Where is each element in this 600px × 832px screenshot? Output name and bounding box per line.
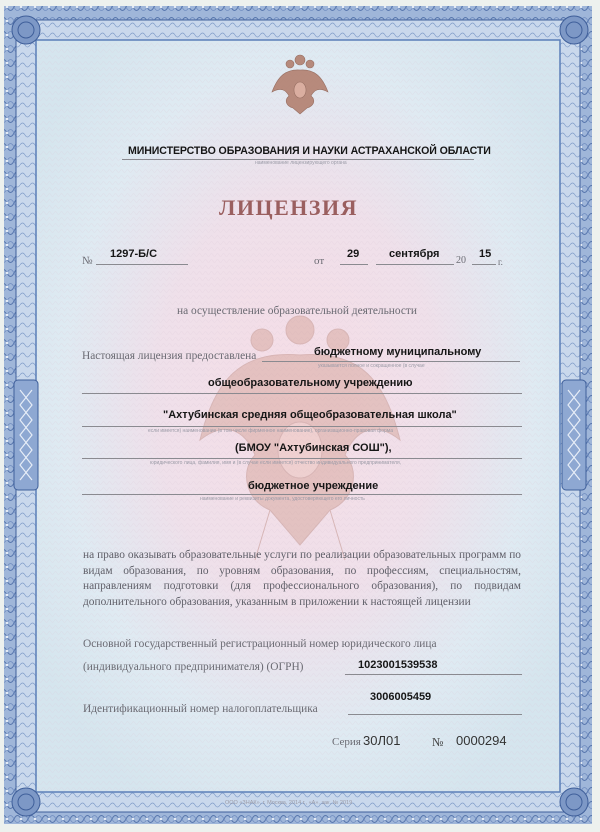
- day-underline: [340, 264, 368, 265]
- month-underline: [376, 264, 454, 265]
- date-month: сентября: [389, 248, 440, 260]
- ogrn-label-2: (индивидуального предпринимателя) (ОГРН): [83, 661, 304, 673]
- blank-number-prefix: №: [432, 735, 444, 749]
- date-year-suffix: г.: [498, 257, 503, 267]
- org-hint-4: юридического лица, фамилия, имя и (в случае если имеется) отчество индивидуального предпринимателя,: [150, 460, 402, 466]
- inn-underline: [348, 714, 522, 715]
- org-hint-1: указывается полное и сокращенное (в случае: [318, 363, 425, 369]
- inn-label: Идентификационный номер налогоплательщика: [83, 703, 318, 715]
- ministry-hint: наименование лицензирующего органа: [255, 160, 347, 166]
- year-underline: [472, 264, 496, 265]
- number-underline: [96, 264, 188, 265]
- issued-to-label: Настоящая лицензия предоставлена: [82, 350, 257, 362]
- org-line-3: "Ахтубинская средняя общеобразовательная школа": [163, 409, 457, 421]
- number-prefix: №: [82, 255, 93, 267]
- inn-value: 3006005459: [370, 691, 432, 703]
- org-line-2: общеобразовательному учреждению: [208, 377, 413, 389]
- activity-text: на осуществление образовательной деятельности: [177, 305, 417, 317]
- ministry-name: МИНИСТЕРСТВО ОБРАЗОВАНИЯ И НАУКИ АСТРАХАНСКОЙ ОБЛАСТИ: [128, 145, 491, 157]
- document-title: ЛИЦЕНЗИЯ: [219, 195, 359, 220]
- date-year-prefix: 20: [456, 255, 466, 266]
- ogrn-value: 1023001539538: [358, 659, 438, 671]
- org-form-underline: [82, 494, 522, 495]
- org-short-underline: [82, 458, 522, 459]
- rights-paragraph: на право оказывать образовательные услуги по реализации образовательных программ по видам образования, по уровням образования, по профессиям, специальностям, направлениям подготовки (для профессионального образования), по подвидам дополнительного образования, указанным в приложении к настоящей лицензии: [83, 549, 521, 608]
- date-year: 15: [479, 248, 492, 260]
- ogrn-underline: [345, 674, 522, 675]
- org-line-3-underline: [82, 426, 522, 427]
- series-label: Серия: [332, 736, 361, 748]
- ogrn-label-1: Основной государственный регистрационный номер юридического лица: [83, 638, 437, 650]
- org-hint-3: если имеется) наименование (в том числе фирменное наименование), организационно-правовая форма: [148, 428, 393, 434]
- license-number: 1297-Б/С: [110, 248, 158, 260]
- org-line-2-underline: [82, 393, 522, 394]
- org-hint-5: наименование и реквизиты документа, удостоверяющего его личность: [200, 496, 365, 502]
- org-legal-form: бюджетное учреждение: [248, 480, 379, 492]
- blank-number: 0000294: [456, 733, 507, 748]
- series-value: 30Л01: [363, 733, 401, 748]
- org-line-1-underline: [262, 361, 520, 362]
- org-short-name: (БМОУ "Ахтубинская СОШ"),: [235, 442, 392, 454]
- date-prefix: от: [314, 255, 325, 267]
- date-day: 29: [347, 248, 360, 260]
- printer-note: ООО «ЗНАК», г. Москва, 2014 г., «А», зак. № 2019: [225, 800, 353, 806]
- org-line-1: бюджетному муниципальному: [314, 346, 482, 358]
